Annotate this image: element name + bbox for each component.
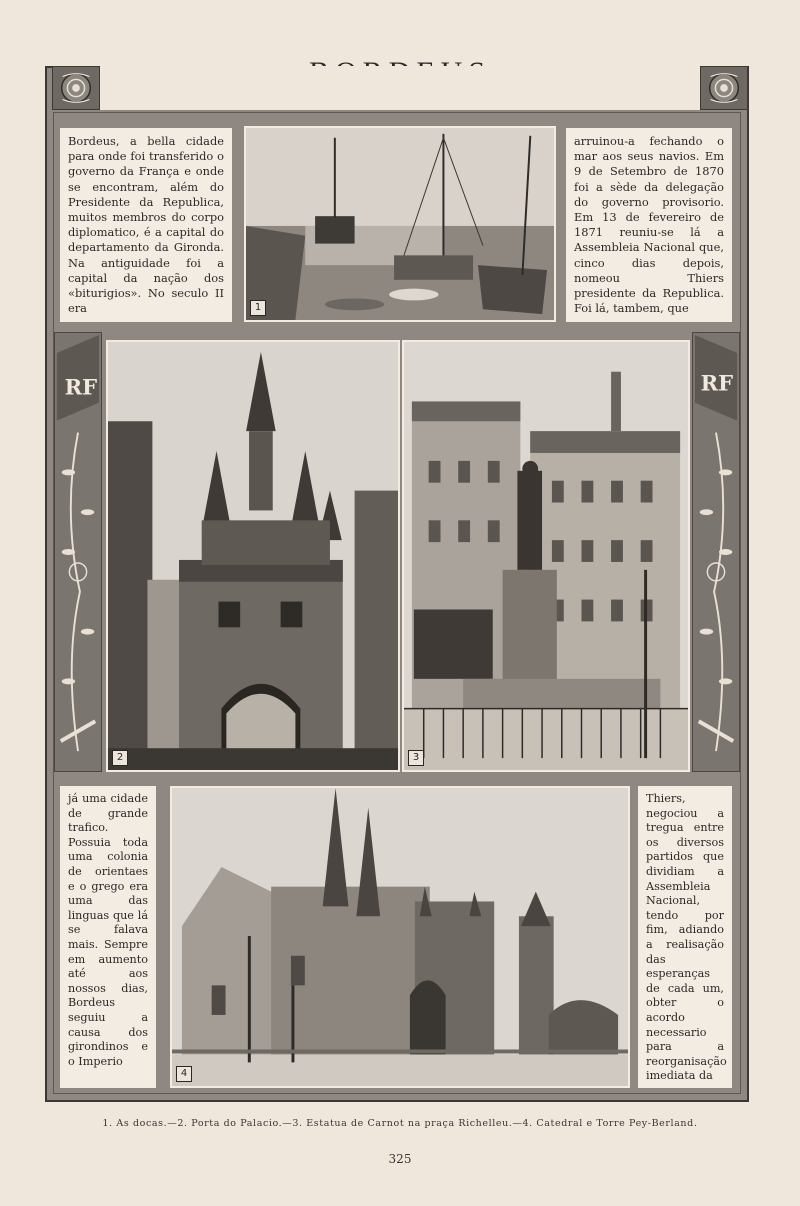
text-block-top-right (566, 128, 732, 322)
flag-monogram: RF (700, 371, 734, 397)
right-flag-ornament (692, 332, 740, 772)
header-band (100, 66, 700, 110)
photo-estatua-de-carnot (402, 340, 690, 772)
paragraph: Thiers, negociou a tregua entre os diversos partidos que dividiam a Assembleia Nacional, tendo por fim, adiando a realisação das esperanças de cada um, obter o acordo necessario para a reorganisação imediata da (646, 792, 727, 1083)
photo-catedral-torre-pey-berland (170, 786, 630, 1088)
photo-porta-do-palacio (106, 340, 400, 772)
text-block-top-left (60, 128, 232, 322)
paragraph: já uma cidade de grande trafico. Possuia toda uma colonia de orientaes e o grego era uma das linguas que lá se falava mais. Sempre em aumento até aos nossos dias, Bordeus seguiu a causa dos girondinos e o Imperio (68, 792, 148, 1068)
paragraph: Bordeus, a bella cidade para onde foi transferido o governo da França e onde se encontram, além do Presidente da Republica, muitos membros do corpo diplomatico, é a capital do departamento da Gironda. Na antiguidade foi a capital da nação dos «biturigios». No seculo II era (68, 134, 224, 316)
text-block-bottom-left (60, 786, 156, 1088)
photo-number-badge: 3 (408, 750, 424, 766)
photo-number-badge: 1 (250, 300, 266, 316)
text-block-bottom-right (638, 786, 732, 1088)
photo-docks (244, 126, 556, 322)
page-number: 325 (388, 1152, 412, 1166)
photo-number-badge: 2 (112, 750, 128, 766)
rose-ornament-icon (700, 66, 748, 110)
left-flag-ornament (54, 332, 102, 772)
paragraph: arruinou-a fechando o mar aos seus navios. Em 9 de Setembro de 1870 foi a sède da delegação do governo provisorio. Em 13 de fevereiro de 1871 reuniu-se lá a Assembleia Nacional que, cinco dias depois, nomeou Thiers presidente da Republica. Foi lá, tambem, que (574, 134, 724, 316)
photo-number-badge: 4 (176, 1066, 192, 1082)
flag-monogram: RF (64, 375, 98, 401)
figure-caption: 1. As docas.—2. Porta do Palacio.—3. Estatua de Carnot na praça Richelleu.—4. Catedral e Torre Pey-Berland. (102, 1118, 698, 1129)
rose-ornament-icon (52, 66, 100, 110)
